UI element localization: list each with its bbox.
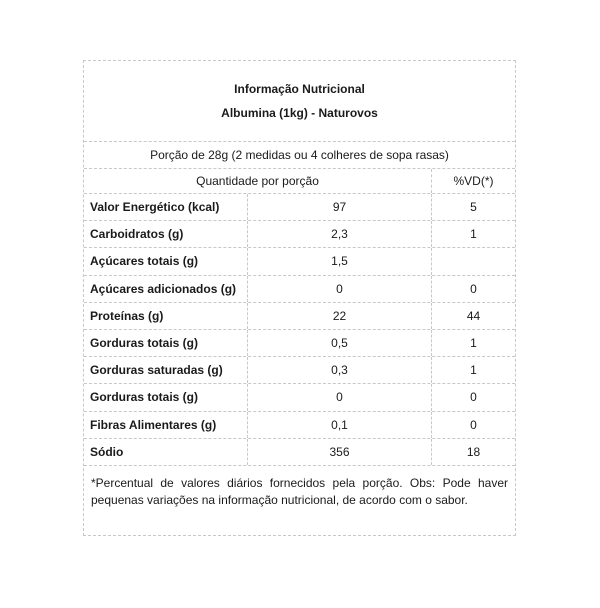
- nutrient-name: Açúcares adicionados (g): [84, 276, 248, 302]
- table-row: [84, 303, 515, 330]
- nutrient-vd: 0: [470, 281, 477, 296]
- nutrient-vd: 0: [470, 417, 477, 432]
- table-row: [84, 248, 515, 275]
- table-row: [84, 221, 515, 248]
- product-name: Albumina (1kg) - Naturovos: [221, 106, 378, 120]
- nutrient-vd: 5: [470, 200, 477, 215]
- nutrient-vd: [432, 248, 515, 274]
- nutrient-name: Valor Energético (kcal): [84, 194, 248, 220]
- nutrient-quantity: 2,3: [248, 221, 432, 247]
- nutrient-rows: [84, 194, 515, 466]
- nutrient-name: Fibras Alimentares (g): [84, 412, 248, 438]
- table-row: [84, 330, 515, 357]
- nutrient-name: Proteínas (g): [84, 303, 248, 329]
- quantity-header: Quantidade por porção: [84, 169, 432, 193]
- table-row: [84, 194, 515, 221]
- nutrient-vd: 18: [466, 444, 481, 459]
- nutrient-vd: 0: [470, 390, 477, 405]
- nutrient-quantity: 356: [248, 439, 432, 465]
- column-header-row: [84, 169, 515, 194]
- nutrient-name: Carboidratos (g): [84, 221, 248, 247]
- nutrient-name: Gorduras totais (g): [84, 330, 248, 356]
- footnote: *Percentual de valores diários fornecidos pela porção. Obs: Pode haver pequenas variações na informação nutricional, de acordo com o sabor.: [91, 475, 508, 507]
- nutrient-vd: 1: [470, 336, 477, 351]
- nutrient-quantity: 0,3: [248, 357, 432, 383]
- vd-header: %VD(*): [453, 174, 494, 188]
- table-row: [84, 412, 515, 439]
- nutrient-quantity: 97: [248, 194, 432, 220]
- nutrient-name: Açúcares totais (g): [84, 248, 248, 274]
- nutrient-quantity: 0: [248, 384, 432, 410]
- table-row: [84, 439, 515, 466]
- table-row: [84, 357, 515, 384]
- nutrient-quantity: 0,5: [248, 330, 432, 356]
- table-row: [84, 384, 515, 411]
- portion-size: Porção de 28g (2 medidas ou 4 colheres de sopa rasas): [84, 142, 515, 169]
- title-block: [84, 61, 515, 142]
- nutrient-vd: 44: [466, 308, 481, 323]
- nutrient-quantity: 22: [248, 303, 432, 329]
- nutrient-name: Gorduras totais (g): [84, 384, 248, 410]
- nutrient-quantity: 0,1: [248, 412, 432, 438]
- table-title: Informação Nutricional: [234, 82, 365, 96]
- nutrient-quantity: 0: [248, 276, 432, 302]
- nutrient-quantity: 1,5: [248, 248, 432, 274]
- table-row: [84, 276, 515, 303]
- nutrient-name: Gorduras saturadas (g): [84, 357, 248, 383]
- nutrition-facts-table: [83, 60, 516, 536]
- nutrient-vd: 1: [470, 363, 477, 378]
- nutrient-vd: 1: [470, 227, 477, 242]
- nutrient-name: Sódio: [84, 439, 248, 465]
